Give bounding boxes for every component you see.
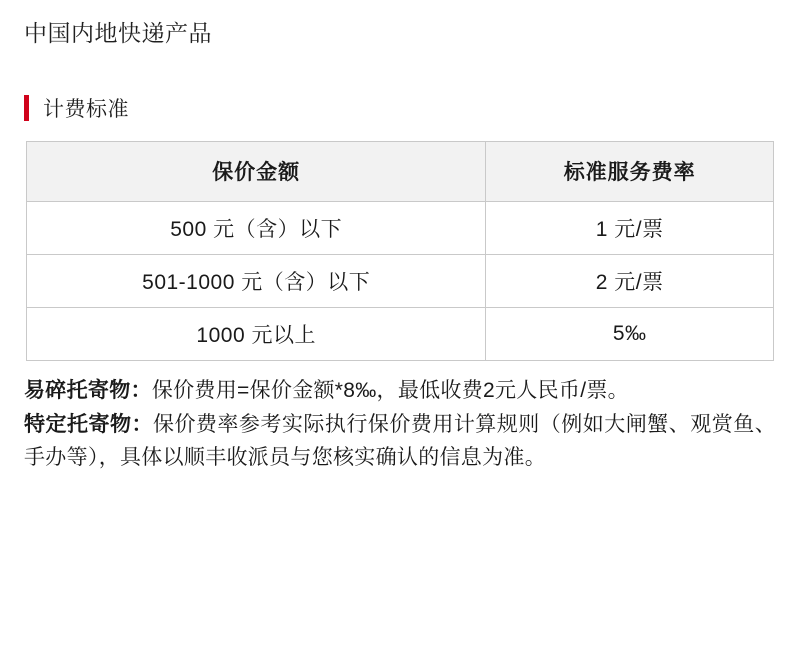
- note-label-specific: 特定托寄物：: [24, 413, 153, 437]
- cell-service-rate: 2 元/票: [486, 254, 774, 307]
- page-title: 中国内地快递产品: [24, 20, 212, 46]
- cell-insured-amount: 1000 元以上: [27, 307, 486, 360]
- section-heading: [24, 93, 772, 123]
- table-row: [27, 201, 774, 254]
- table-body: [27, 201, 774, 360]
- cell-service-rate: 5‰: [486, 307, 774, 360]
- cell-insured-amount: 500 元（含）以下: [27, 201, 486, 254]
- note-fragile: [24, 375, 776, 408]
- cell-service-rate: 1 元/票: [486, 201, 774, 254]
- note-text-specific: 保价费率参考实际执行保价费用计算规则（例如大闸蟹、观赏鱼、手办等），具体以顺丰收派员与您核实确认的信息为准。: [24, 413, 776, 469]
- table-row: [27, 307, 774, 360]
- table-header-row: [27, 141, 774, 201]
- section-title: 计费标准: [43, 97, 129, 121]
- column-header-service-rate: 标准服务费率: [486, 141, 774, 201]
- section-accent-bar: [24, 95, 29, 121]
- column-header-insured-amount: 保价金额: [27, 141, 486, 201]
- note-text-fragile: 保价费用=保价金额*8‰，最低收费2元人民币/票。: [151, 378, 629, 402]
- note-label-fragile: 易碎托寄物：: [24, 378, 152, 402]
- table-header: [27, 141, 774, 201]
- cell-insured-amount: 501-1000 元（含）以下: [27, 254, 486, 307]
- notes-section: [24, 375, 776, 475]
- fee-standard-table: [26, 141, 774, 361]
- note-specific: [24, 409, 776, 474]
- table-row: [27, 254, 774, 307]
